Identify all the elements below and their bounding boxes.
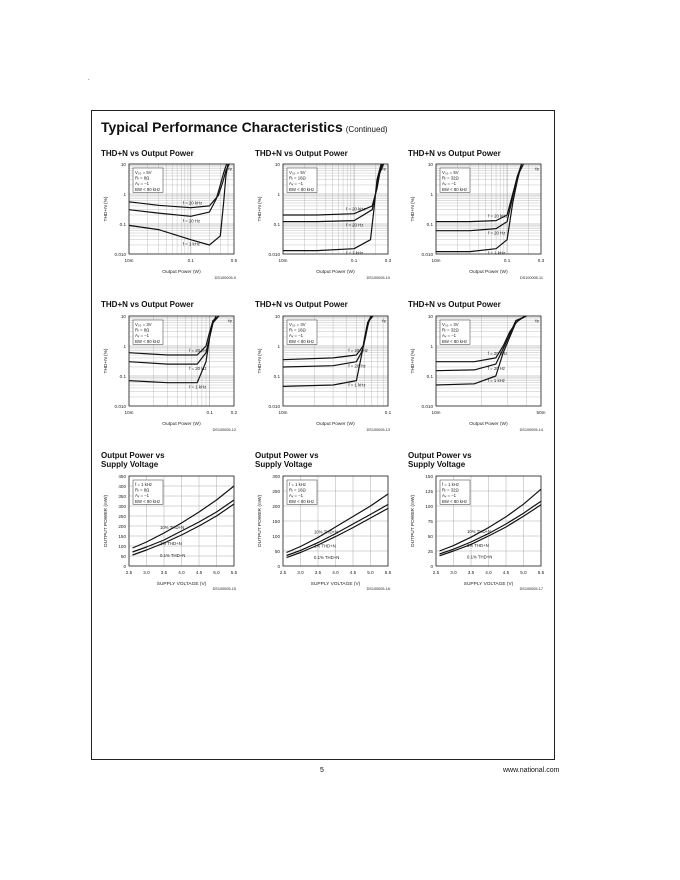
condition-text: Aᵥ = −1 <box>442 333 457 339</box>
condition-text: Aᵥ = −1 <box>289 333 304 339</box>
x-tick-label: 50m <box>536 410 546 415</box>
condition-text: Rₗ = 16Ω <box>289 175 306 181</box>
series-label-2: f = 20 Hz <box>346 222 364 228</box>
y-tick-label: 0.010 <box>268 404 280 409</box>
y-tick-label: 0.010 <box>114 252 126 257</box>
y-axis-label: THD+N (%) <box>411 196 416 222</box>
figure-id: DS100005-10 <box>366 276 390 280</box>
y-tick-label: 0.1 <box>119 374 126 379</box>
x-tick-label: 10m <box>431 410 441 415</box>
x-tick-label: 3.5 <box>467 570 475 575</box>
series-label-1: f = 20 kHz <box>189 348 209 354</box>
y-tick-label: 1 <box>430 192 433 197</box>
x-tick-label: 10m <box>124 410 134 415</box>
chart-5 <box>245 310 405 440</box>
condition-text: Rₗ = 8Ω <box>135 487 150 493</box>
chart-8 <box>245 470 405 600</box>
condition-text: BW < 80 kHz <box>135 498 161 504</box>
y-axis-label: THD+N (%) <box>104 196 109 222</box>
conditions-box <box>133 168 163 192</box>
y-tick-label: 100 <box>425 504 433 509</box>
x-tick-label: 4.0 <box>332 570 339 575</box>
y-tick-label: 150 <box>272 519 280 524</box>
y-tick-label: 10 <box>427 162 433 167</box>
y-tick-label: 1 <box>277 344 280 349</box>
y-tick-label: 125 <box>425 489 433 494</box>
y-tick-label: 75 <box>427 519 433 524</box>
chart-2 <box>245 158 405 288</box>
y-axis-label: OUTPUT POWER (mW) <box>104 494 109 548</box>
corner-label: t/p <box>381 319 386 323</box>
y-tick-label: 1 <box>123 344 126 349</box>
series-label-1: f = 20 kHz <box>348 348 368 354</box>
condition-text: Aᵥ = −1 <box>135 333 150 339</box>
y-tick-label: 1 <box>277 192 280 197</box>
x-tick-label: 0.3 <box>537 258 545 263</box>
y-tick-label: 0 <box>430 564 433 569</box>
x-axis-label: Output Power (W) <box>469 270 508 275</box>
condition-text: f = 1 kHz <box>135 482 153 487</box>
x-axis-label: Output Power (W) <box>162 422 201 427</box>
y-tick-label: 150 <box>118 534 126 539</box>
series-label-3: f = 1 kHz <box>348 382 366 388</box>
y-axis-label: OUTPUT POWER (mW) <box>258 494 263 548</box>
condition-text: Rₗ = 32Ω <box>442 175 459 181</box>
x-tick-label: 5.5 <box>384 570 392 575</box>
x-tick-label: 5.0 <box>367 570 374 575</box>
x-tick-label: 4.5 <box>195 570 203 575</box>
series-label-2: f = 20 Hz <box>182 218 201 224</box>
x-axis-label: SUPPLY VOLTAGE (V) <box>310 582 361 587</box>
y-tick-label: 0.1 <box>273 374 280 379</box>
series-label-1: f = 20 kHz <box>488 213 508 219</box>
x-tick-label: 4.0 <box>485 570 492 575</box>
series-label-3: f = 1 kHz <box>182 241 200 247</box>
condition-text: BW < 80 kHz <box>135 186 161 192</box>
corner-label: t/p <box>534 319 539 323</box>
figure-id: DS100005-9 <box>214 276 236 280</box>
page-title-text: Typical Performance Characteristics <box>101 119 343 135</box>
x-axis-label: Output Power (W) <box>316 422 355 427</box>
condition-text: Rₗ = 16Ω <box>289 327 306 333</box>
condition-text: Aᵥ = −1 <box>135 493 150 499</box>
x-tick-label: 10m <box>124 258 134 263</box>
series-label-2: f = 20 Hz <box>488 230 506 236</box>
x-axis-label: Output Power (W) <box>316 270 355 275</box>
figure-id: DS100005-12 <box>212 428 236 432</box>
y-tick-label: 50 <box>274 549 280 554</box>
y-tick-label: 400 <box>118 484 126 489</box>
chart-title: Output Power vs Supply Voltage <box>408 451 472 469</box>
condition-text: f = 1 kHz <box>442 482 460 487</box>
y-tick-label: 10 <box>274 162 280 167</box>
conditions-box <box>287 168 317 192</box>
chart-9 <box>398 470 558 600</box>
condition-text: V₀₀ = 3V <box>442 322 459 327</box>
condition-text: f = 1 kHz <box>289 482 307 487</box>
chart-4 <box>91 310 251 440</box>
corner-label: t/p <box>534 167 539 171</box>
x-tick-label: 5.0 <box>213 570 220 575</box>
condition-text: BW < 80 kHz <box>442 186 468 192</box>
condition-text: V₀₀ = 5V <box>289 170 306 175</box>
x-axis-label: SUPPLY VOLTAGE (V) <box>156 582 207 587</box>
series-label-3: 0.1% THD+N <box>467 554 493 560</box>
chart-6 <box>398 310 558 440</box>
y-tick-label: 0.1 <box>426 222 433 227</box>
y-axis-label: THD+N (%) <box>258 196 263 222</box>
chart-1 <box>91 158 251 288</box>
figure-id: DS100005-11 <box>519 276 543 280</box>
y-tick-label: 10 <box>120 314 126 319</box>
condition-text: Rₗ = 32Ω <box>442 327 459 333</box>
series-label-2: 1% THD+N <box>160 541 182 546</box>
y-tick-label: 1 <box>430 344 433 349</box>
condition-text: BW < 80 kHz <box>289 338 315 344</box>
x-tick-label: 0.1 <box>384 410 392 415</box>
y-tick-label: 0.010 <box>421 252 433 257</box>
series-label-3: f = 1 kHz <box>488 250 506 256</box>
corner-label: t/p <box>227 167 232 171</box>
page-number: 5 <box>320 767 324 774</box>
y-tick-label: 10 <box>274 314 280 319</box>
series-label-3: f = 1 kHz <box>487 378 505 383</box>
condition-text: Aᵥ = −1 <box>442 493 457 499</box>
y-tick-label: 0.1 <box>426 374 433 379</box>
conditions-box <box>440 320 470 344</box>
figure-id: DS100005-15 <box>212 587 236 591</box>
x-tick-label: 0.1 <box>503 258 511 263</box>
x-axis-label: Output Power (W) <box>162 270 201 275</box>
x-tick-label: 2.5 <box>125 570 133 575</box>
chart-title: THD+N vs Output Power <box>255 149 348 158</box>
conditions-box <box>440 168 470 192</box>
condition-text: V₀₀ = 3V <box>135 322 152 327</box>
series-label-2: f = 20 Hz <box>487 366 506 372</box>
stray-mark: . <box>88 76 90 82</box>
conditions-box <box>287 320 317 344</box>
y-tick-label: 300 <box>118 504 126 509</box>
y-tick-label: 200 <box>272 504 280 509</box>
conditions-box <box>133 320 163 344</box>
x-tick-label: 10m <box>278 410 288 415</box>
x-tick-label: 4.0 <box>178 570 185 575</box>
x-tick-label: 0.1 <box>350 258 358 263</box>
y-tick-label: 10 <box>427 314 433 319</box>
x-axis-label: SUPPLY VOLTAGE (V) <box>463 582 514 587</box>
conditions-box <box>133 480 163 504</box>
y-axis-label: THD+N (%) <box>411 348 416 374</box>
chart-title: Output Power vs Supply Voltage <box>101 451 165 469</box>
chart-3 <box>398 158 558 288</box>
y-tick-label: 0.010 <box>114 404 126 409</box>
condition-text: V₀₀ = 5V <box>135 170 152 175</box>
y-tick-label: 10 <box>120 162 126 167</box>
x-tick-label: 3.0 <box>450 570 457 575</box>
chart-title: THD+N vs Output Power <box>408 300 501 309</box>
x-tick-label: 10m <box>431 258 441 263</box>
y-tick-label: 0.010 <box>268 252 280 257</box>
chart-title: THD+N vs Output Power <box>255 300 348 309</box>
condition-text: Rₗ = 32Ω <box>442 487 459 493</box>
y-tick-label: 50 <box>120 554 126 559</box>
x-tick-label: 3.0 <box>297 570 304 575</box>
x-tick-label: 4.5 <box>502 570 510 575</box>
x-tick-label: 5.5 <box>537 570 545 575</box>
series-label-1: 10% THD+N <box>160 525 185 530</box>
condition-text: Rₗ = 8Ω <box>135 327 150 333</box>
chart-7 <box>91 470 251 600</box>
y-tick-label: 100 <box>272 534 280 539</box>
x-tick-label: 10m <box>278 258 288 263</box>
condition-text: BW < 80 kHz <box>135 338 161 344</box>
chart-title: THD+N vs Output Power <box>408 149 501 158</box>
series-label-2: f = 20 Hz <box>189 366 207 372</box>
series-label-2: 1% THD+N <box>314 543 336 549</box>
y-tick-label: 350 <box>118 494 126 499</box>
y-axis-label: OUTPUT POWER (mW) <box>411 494 416 548</box>
y-axis-label: THD+N (%) <box>104 348 109 374</box>
conditions-box <box>440 480 470 504</box>
y-tick-label: 0.1 <box>119 222 126 227</box>
y-tick-label: 250 <box>118 514 126 519</box>
figure-id: DS100005-16 <box>366 587 390 591</box>
x-tick-label: 5.5 <box>230 570 238 575</box>
corner-label: t/p <box>227 319 232 323</box>
series-label-1: 10% THD+N <box>467 529 492 535</box>
series-label-1: f = 20 kHz <box>487 350 508 356</box>
x-tick-label: 3.5 <box>314 570 322 575</box>
y-tick-label: 450 <box>118 474 126 479</box>
figure-id: DS100005-14 <box>519 428 543 432</box>
chart-title: THD+N vs Output Power <box>101 300 194 309</box>
condition-text: Rₗ = 8Ω <box>135 175 150 181</box>
x-tick-label: 0.1 <box>187 258 194 263</box>
x-tick-label: 2.5 <box>279 570 287 575</box>
condition-text: BW < 80 kHz <box>442 498 468 504</box>
x-tick-label: 0.2 <box>230 410 238 415</box>
x-tick-label: 0.5 <box>230 258 238 263</box>
series-label-2: f = 20 Hz <box>348 363 366 369</box>
y-tick-label: 150 <box>425 474 433 479</box>
x-tick-label: 0.1 <box>206 410 213 415</box>
series-label-3: f = 1 kHz <box>189 384 207 390</box>
chart-title: Output Power vs Supply Voltage <box>255 451 319 469</box>
y-tick-label: 0 <box>123 564 126 569</box>
page-subtitle: (Continued) <box>345 125 388 134</box>
y-tick-label: 1 <box>123 192 126 197</box>
corner-label: t/p <box>381 167 386 171</box>
series-label-3: 0.1% THD+N <box>314 555 340 560</box>
condition-text: Aᵥ = −1 <box>289 181 304 187</box>
x-tick-label: 4.5 <box>349 570 357 575</box>
condition-text: Rₗ = 16Ω <box>289 487 306 493</box>
x-tick-label: 5.0 <box>520 570 527 575</box>
y-tick-label: 300 <box>272 474 280 479</box>
condition-text: BW < 80 kHz <box>442 338 468 344</box>
condition-text: Aᵥ = −1 <box>135 181 150 187</box>
condition-text: BW < 80 kHz <box>289 498 315 504</box>
x-tick-label: 3.0 <box>143 570 150 575</box>
x-tick-label: 0.3 <box>384 258 392 263</box>
conditions-box <box>287 480 317 504</box>
y-tick-label: 0 <box>277 564 280 569</box>
page-title <box>101 119 388 135</box>
series-label-2: 1% THD+N <box>467 543 489 548</box>
x-tick-label: 2.5 <box>432 570 440 575</box>
series-label-1: f = 20 kHz <box>346 206 366 212</box>
y-tick-label: 0.010 <box>421 404 433 409</box>
y-tick-label: 200 <box>118 524 126 529</box>
series-line-2 <box>440 498 542 554</box>
figure-id: DS100005-13 <box>366 428 390 432</box>
chart-title: THD+N vs Output Power <box>101 149 194 158</box>
series-label-3: f = 1 kHz <box>346 250 364 256</box>
y-axis-label: THD+N (%) <box>258 348 263 374</box>
y-tick-label: 50 <box>427 534 433 539</box>
condition-text: V₀₀ = 5V <box>442 170 459 175</box>
y-tick-label: 0.1 <box>273 222 280 227</box>
x-tick-label: 3.5 <box>160 570 168 575</box>
series-label-1: 10% THD+N <box>314 529 339 535</box>
figure-id: DS100005-17 <box>519 587 543 591</box>
website-footer: www.national.com <box>503 767 560 774</box>
condition-text: V₀₀ = 3V <box>289 322 306 327</box>
x-axis-label: Output Power (W) <box>469 422 508 427</box>
series-label-3: 0.1% THD+N <box>160 553 186 558</box>
condition-text: Aᵥ = −1 <box>442 181 457 187</box>
y-tick-label: 100 <box>118 544 126 549</box>
condition-text: Aᵥ = −1 <box>289 493 304 499</box>
series-label-1: f = 20 kHz <box>182 200 203 206</box>
y-tick-label: 25 <box>427 549 433 554</box>
y-tick-label: 250 <box>272 489 280 494</box>
condition-text: BW < 80 kHz <box>289 186 315 192</box>
